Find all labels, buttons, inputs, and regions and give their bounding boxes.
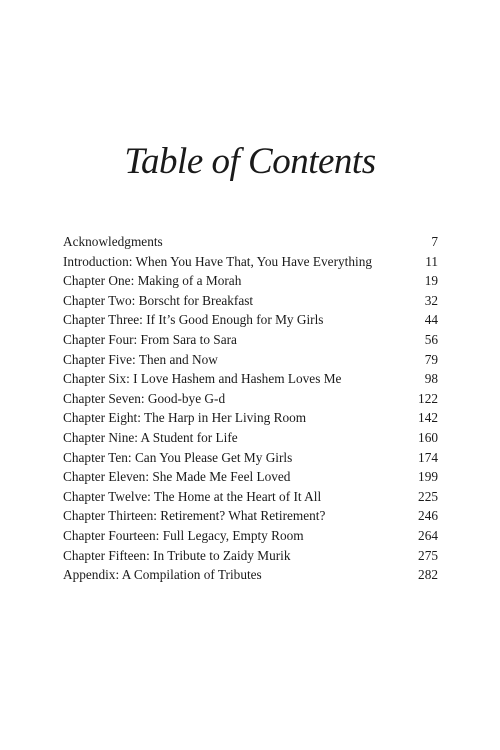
page-title: Table of Contents	[124, 141, 376, 182]
toc-entry	[63, 408, 438, 428]
toc-entry	[63, 546, 438, 566]
toc-entry-label: Chapter Five: Then and Now	[63, 351, 218, 367]
toc-entry-label: Chapter Four: From Sara to Sara	[63, 331, 237, 347]
toc-entry-page-number: 32	[424, 292, 438, 308]
toc-entry	[63, 389, 438, 409]
toc-entry-page-number: 225	[418, 488, 438, 504]
toc-entry-label: Chapter Ten: Can You Please Get My Girls	[63, 449, 293, 465]
toc-entry	[63, 369, 438, 389]
toc-entry	[63, 252, 438, 272]
toc-entry-page-number: 44	[424, 312, 438, 328]
toc-entry	[63, 506, 438, 526]
toc-entry	[63, 330, 438, 350]
toc-entry-page-number: 282	[418, 567, 438, 583]
toc-entry-page-number: 122	[418, 390, 438, 406]
toc-entry-label: Chapter Eight: The Harp in Her Living Room	[63, 410, 307, 426]
toc-entry-page-number: 98	[424, 371, 438, 387]
toc-entry-page-number: 174	[418, 449, 438, 465]
toc-entry-page-number: 19	[424, 273, 438, 289]
toc-entry	[63, 526, 438, 546]
toc-entry-label: Chapter Fourteen: Full Legacy, Empty Room	[63, 527, 304, 543]
toc-entry-page-number: 11	[425, 253, 438, 269]
toc-entry	[63, 291, 438, 311]
toc-entry-page-number: 142	[418, 410, 438, 426]
toc-entry-page-number: 79	[424, 351, 438, 367]
toc-entry-label: Chapter One: Making of a Morah	[63, 273, 242, 289]
toc-list	[63, 232, 438, 585]
toc-entry-label: Chapter Six: I Love Hashem and Hashem Loves Me	[63, 371, 342, 387]
toc-entry-label: Chapter Nine: A Student for Life	[63, 429, 238, 445]
toc-entry	[63, 350, 438, 370]
toc-entry-label: Chapter Thirteen: Retirement? What Retirement?	[63, 508, 326, 524]
toc-entry-label: Introduction: When You Have That, You Have Everything	[63, 253, 372, 269]
toc-entry	[63, 448, 438, 468]
toc-entry	[63, 467, 438, 487]
toc-entry-page-number: 160	[418, 429, 438, 445]
toc-entry	[63, 565, 438, 585]
toc-entry-page-number: 246	[418, 508, 438, 524]
toc-entry-page-number: 264	[418, 527, 438, 543]
toc-entry	[63, 271, 438, 291]
toc-entry-label: Chapter Eleven: She Made Me Feel Loved	[63, 469, 291, 485]
toc-entry	[63, 232, 438, 252]
toc-entry-label: Chapter Fifteen: In Tribute to Zaidy Murik	[63, 547, 291, 563]
toc-entry	[63, 310, 438, 330]
toc-entry-page-number: 7	[431, 234, 438, 249]
toc-entry-label: Appendix: A Compilation of Tributes	[63, 567, 262, 583]
toc-entry-page-number: 199	[418, 469, 438, 485]
toc-entry	[63, 428, 438, 448]
toc-entry-label: Chapter Three: If It’s Good Enough for My Girls	[63, 312, 324, 328]
toc-entry-label: Chapter Two: Borscht for Breakfast	[63, 292, 254, 308]
toc-entry-label: Acknowledgments	[63, 234, 163, 249]
toc-entry-label: Chapter Twelve: The Home at the Heart of It All	[63, 488, 322, 504]
toc-entry-page-number: 56	[424, 331, 438, 347]
toc-entry-page-number: 275	[418, 547, 438, 563]
toc-entry	[63, 487, 438, 507]
toc-entry-label: Chapter Seven: Good-bye G-d	[63, 390, 226, 406]
